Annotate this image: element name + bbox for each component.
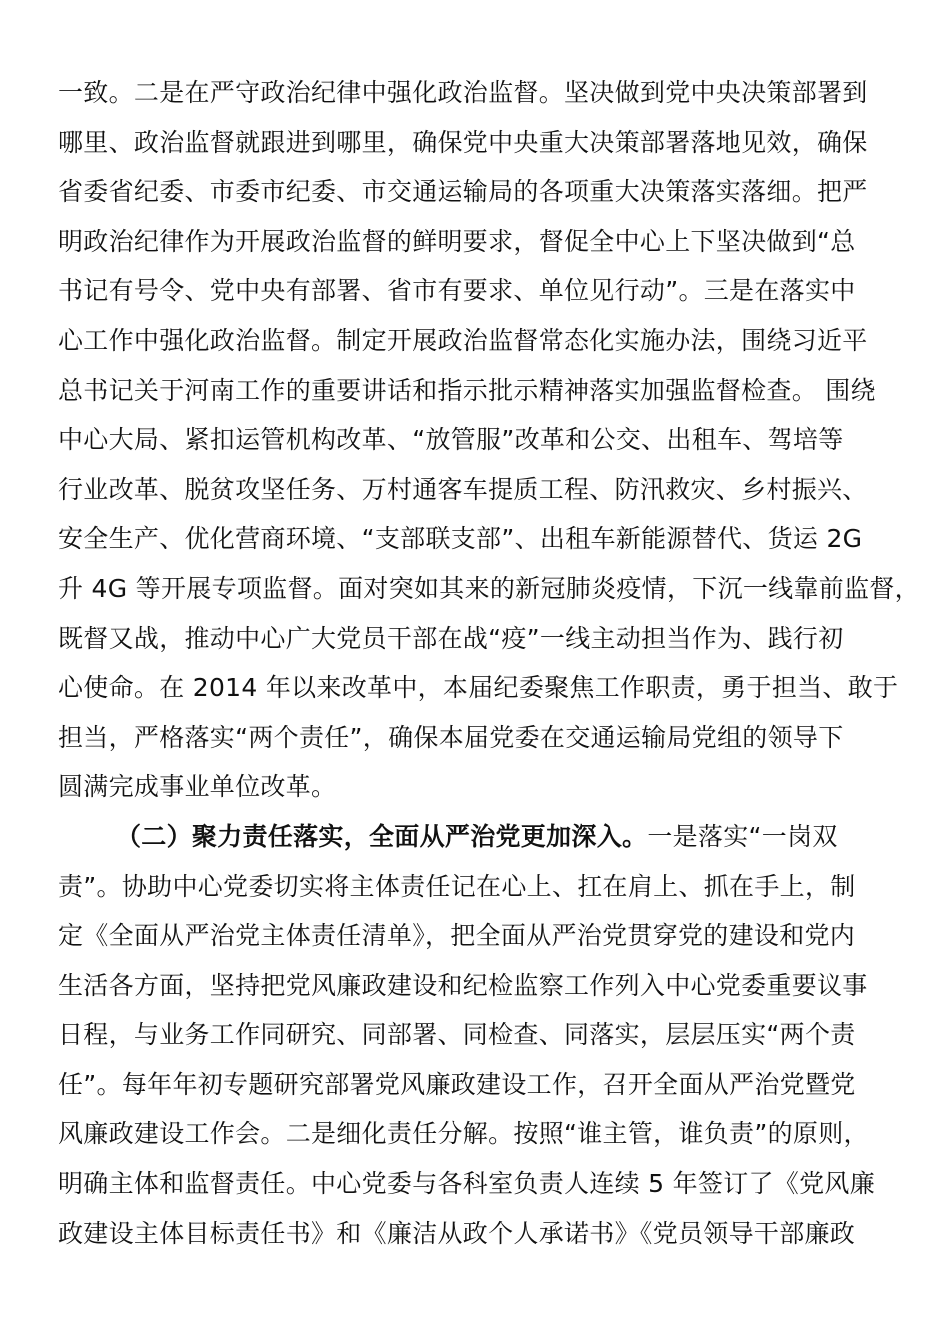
text-line: 任”。每年年初专题研究部署党风廉政建设工作，召开全面从严治党暨党: [58, 1069, 856, 1099]
text-line: 明确主体和监督责任。中心党委与各科室负责人连续 5 年签订了《党风廉: [58, 1169, 876, 1199]
text-line: 政建设主体目标责任书》和《廉洁从政个人承诺书》《党员领导干部廉政: [58, 1218, 856, 1248]
text-line: 圆满完成事业单位改革。: [58, 772, 337, 802]
text-line: 安全生产、优化营商环境、“支部联支部”、出租车新能源替代、货运 2G: [58, 524, 863, 554]
text-line: 中心大局、紧扣运管机构改革、“放管服”改革和公交、出租车、驾培等: [58, 425, 844, 455]
text-line: 心工作中强化政治监督。制定开展政治监督常态化实施办法，围绕习近平: [58, 325, 868, 355]
section-heading: （二）聚力责任落实，全面从严治党更加深入。: [116, 821, 648, 851]
document-page: [58, 68, 918, 1258]
text-line: 责”。协助中心党委切实将主体责任记在心上、扛在肩上、抓在手上，制: [58, 871, 856, 901]
text-line: 升 4G 等开展专项监督。面对突如其来的新冠肺炎疫情，下沉一线靠前监督，: [58, 573, 920, 603]
text-line: 担当，严格落实“两个责任”，确保本届党委在交通运输局党组的领导下: [58, 722, 844, 752]
text-line: 定《全面从严治党主体责任清单》，把全面从严治党贯穿党的建设和党内: [58, 921, 856, 951]
text-line: 一致。二是在严守政治纪律中强化政治监督。坚决做到党中央决策部署到: [58, 78, 868, 107]
text-line: 日程，与业务工作同研究、同部署、同检查、同落实，层层压实“两个责: [58, 1020, 856, 1050]
section-heading-line: [58, 812, 918, 862]
text-line: 哪里、政治监督就跟进到哪里，确保党中央重大决策部署落地见效，确保: [58, 127, 868, 157]
text-line: 风廉政建设工作会。二是细化责任分解。按照“谁主管，谁负责”的原则，: [58, 1119, 869, 1149]
text-line: 既督又战，推动中心广大党员干部在战“疫”一线主动担当作为、践行初: [58, 623, 844, 653]
text-line: 生活各方面，坚持把党风廉政建设和纪检监察工作列入中心党委重要议事: [58, 970, 868, 1000]
text-line: 明政治纪律作为开展政治监督的鲜明要求，督促全中心上下坚决做到“总: [58, 226, 856, 256]
text-line: 心使命。在 2014 年以来改革中，本届纪委聚焦工作职责，勇于担当、敢于: [58, 673, 899, 703]
text-line: 总书记关于河南工作的重要讲话和指示批示精神落实加强监督检查。 围绕: [58, 375, 876, 405]
text-line: 省委省纪委、市委市纪委、市交通运输局的各项重大决策落实落细。把严: [58, 177, 868, 207]
section-heading-rest: 一是落实“一岗双: [647, 821, 838, 851]
text-line: 行业改革、脱贫攻坚任务、万村通客车提质工程、防汛救灾、乡村振兴、: [58, 474, 868, 504]
text-line: 书记有号令、党中央有部署、省市有要求、单位见行动”。三是在落实中: [58, 276, 856, 306]
